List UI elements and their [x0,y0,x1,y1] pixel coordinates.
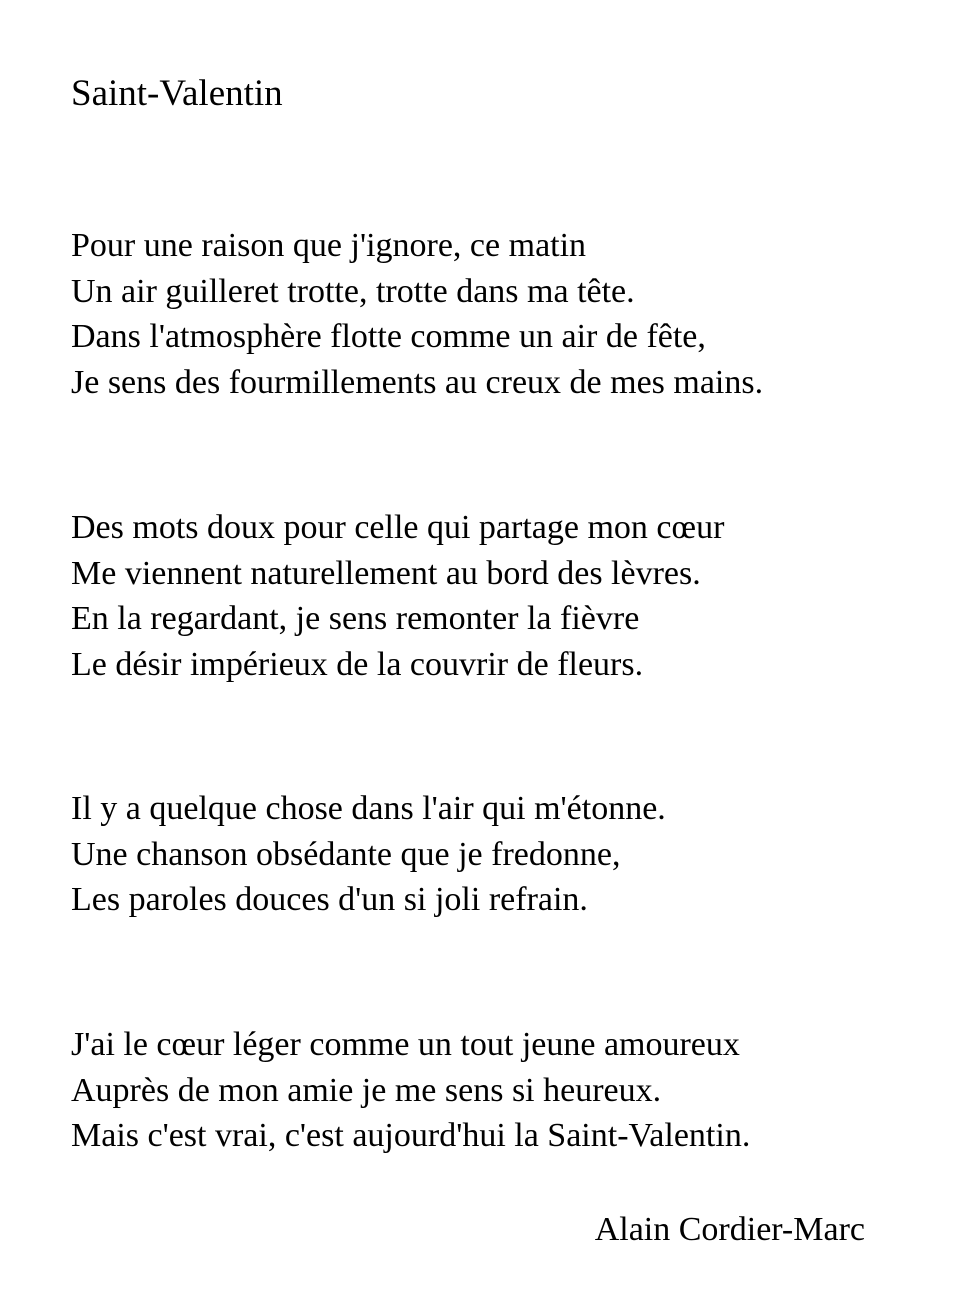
verse-line: Je sens des fourmillements au creux de mes mains. [71,363,764,401]
stanza-3 [71,786,666,923]
verse-line: Un air guilleret trotte, trotte dans ma tête. [71,272,635,310]
verse-line: Mais c'est vrai, c'est aujourd'hui la Saint-Valentin. [71,1117,751,1154]
verse-line: Une chanson obsédante que je fredonne, [71,835,621,873]
verse-line: J'ai le cœur léger comme un tout jeune amoureux [71,1026,740,1063]
verse-line: Me viennent naturellement au bord des lèvres. [71,554,701,592]
stanza-2 [71,505,724,687]
verse-line: En la regardant, je sens remonter la fièvre [71,600,640,637]
verse-line: Le désir impérieux de la couvrir de fleurs. [71,645,644,683]
verse-line: Il y a quelque chose dans l'air qui m'étonne. [71,790,666,827]
stanza-1 [71,223,763,405]
poem-title: Saint-Valentin [71,73,283,114]
author-signature: Alain Cordier-Marc [594,1211,865,1248]
verse-line: Les paroles douces d'un si joli refrain. [71,881,588,918]
stanza-4 [71,1022,750,1159]
verse-line: Pour une raison que j'ignore, ce matin [71,227,587,264]
verse-line: Auprès de mon amie je me sens si heureux. [71,1071,662,1109]
verse-line: Des mots doux pour celle qui partage mon cœur [71,509,725,546]
verse-line: Dans l'atmosphère flotte comme un air de fête, [71,318,706,355]
